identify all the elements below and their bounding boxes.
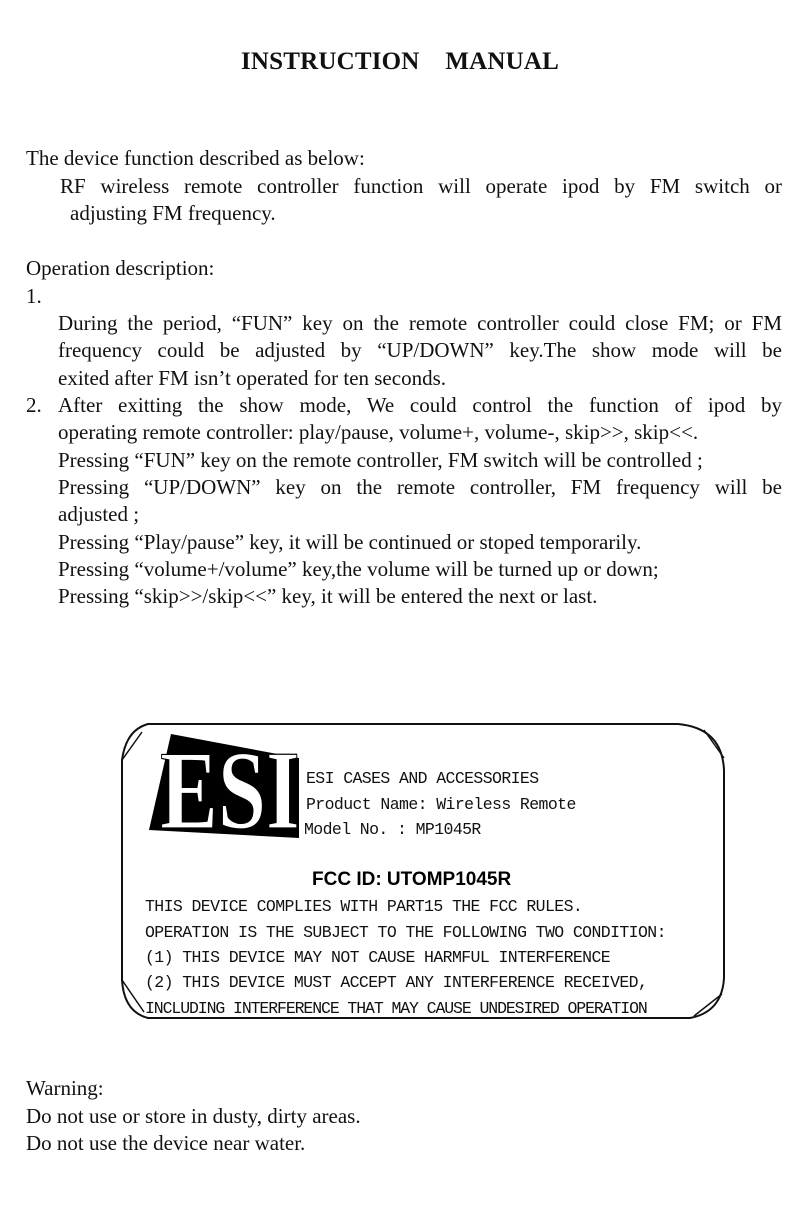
label-line-5: INCLUDING INTERFERENCE THAT MAY CAUSE UNDESIRED OPERATION — [145, 999, 647, 1018]
item-2-line-2: operating remote controller: play/pause, volume+, volume-, skip>>, skip<<. — [58, 420, 699, 444]
item-2-line-1: After exitting the show mode, We could control the function of ipod by — [58, 393, 782, 417]
item-2-line-4: Pressing “UP/DOWN” key on the remote controller, FM frequency will be — [58, 475, 782, 499]
label-line-3: (1) THIS DEVICE MAY NOT CAUSE HARMFUL INTERFERENCE — [145, 948, 611, 967]
intro-line-1: RF wireless remote controller function will operate ipod by FM switch or — [60, 174, 782, 198]
label-model: Model No. : MP1045R — [304, 820, 481, 839]
warning-line-1: Do not use or store in dusty, dirty areas. — [26, 1104, 361, 1128]
label-line-4: (2) THIS DEVICE MUST ACCEPT ANY INTERFERENCE RECEIVED, — [145, 973, 648, 992]
label-line-1: THIS DEVICE COMPLIES WITH PART15 THE FCC RULES. — [145, 897, 583, 916]
esi-logo — [149, 730, 299, 840]
page-title: INSTRUCTION MANUAL — [240, 48, 560, 75]
label-company: ESI CASES AND ACCESSORIES — [306, 769, 539, 788]
item-2-line-6: Pressing “Play/pause” key, it will be continued or stoped temporarily. — [58, 530, 642, 554]
item-2-line-3: Pressing “FUN” key on the remote controller, FM switch will be controlled ; — [58, 448, 703, 472]
label-product: Product Name: Wireless Remote — [306, 795, 576, 814]
item-2-number: 2. — [26, 393, 42, 417]
item-1-line-2: frequency could be adjusted by “UP/DOWN” key.The show mode will be — [58, 338, 782, 362]
warning-line-2: Do not use the device near water. — [26, 1131, 306, 1155]
intro-line-2: adjusting FM frequency. — [70, 201, 276, 225]
label-fcc-id: FCC ID: UTOMP1045R — [312, 869, 512, 890]
warning-heading: Warning: — [26, 1076, 104, 1100]
operation-heading: Operation description: — [26, 256, 215, 280]
item-1-number: 1. — [26, 284, 42, 308]
fcc-label — [118, 710, 730, 1030]
intro-heading: The device function described as below: — [26, 146, 365, 170]
svg-text:ESI: ESI — [160, 730, 299, 840]
item-1-line-3: exited after FM isn’t operated for ten seconds. — [58, 366, 446, 390]
item-2-line-7: Pressing “volume+/volume” key,the volume will be turned up or down; — [58, 557, 659, 581]
item-2-line-5: adjusted ; — [58, 502, 140, 526]
item-2-line-8: Pressing “skip>>/skip<<” key, it will be entered the next or last. — [58, 584, 598, 608]
item-1-line-1: During the period, “FUN” key on the remote controller could close FM; or FM — [58, 311, 782, 335]
label-line-2: OPERATION IS THE SUBJECT TO THE FOLLOWING TWO CONDITION: — [145, 923, 666, 942]
